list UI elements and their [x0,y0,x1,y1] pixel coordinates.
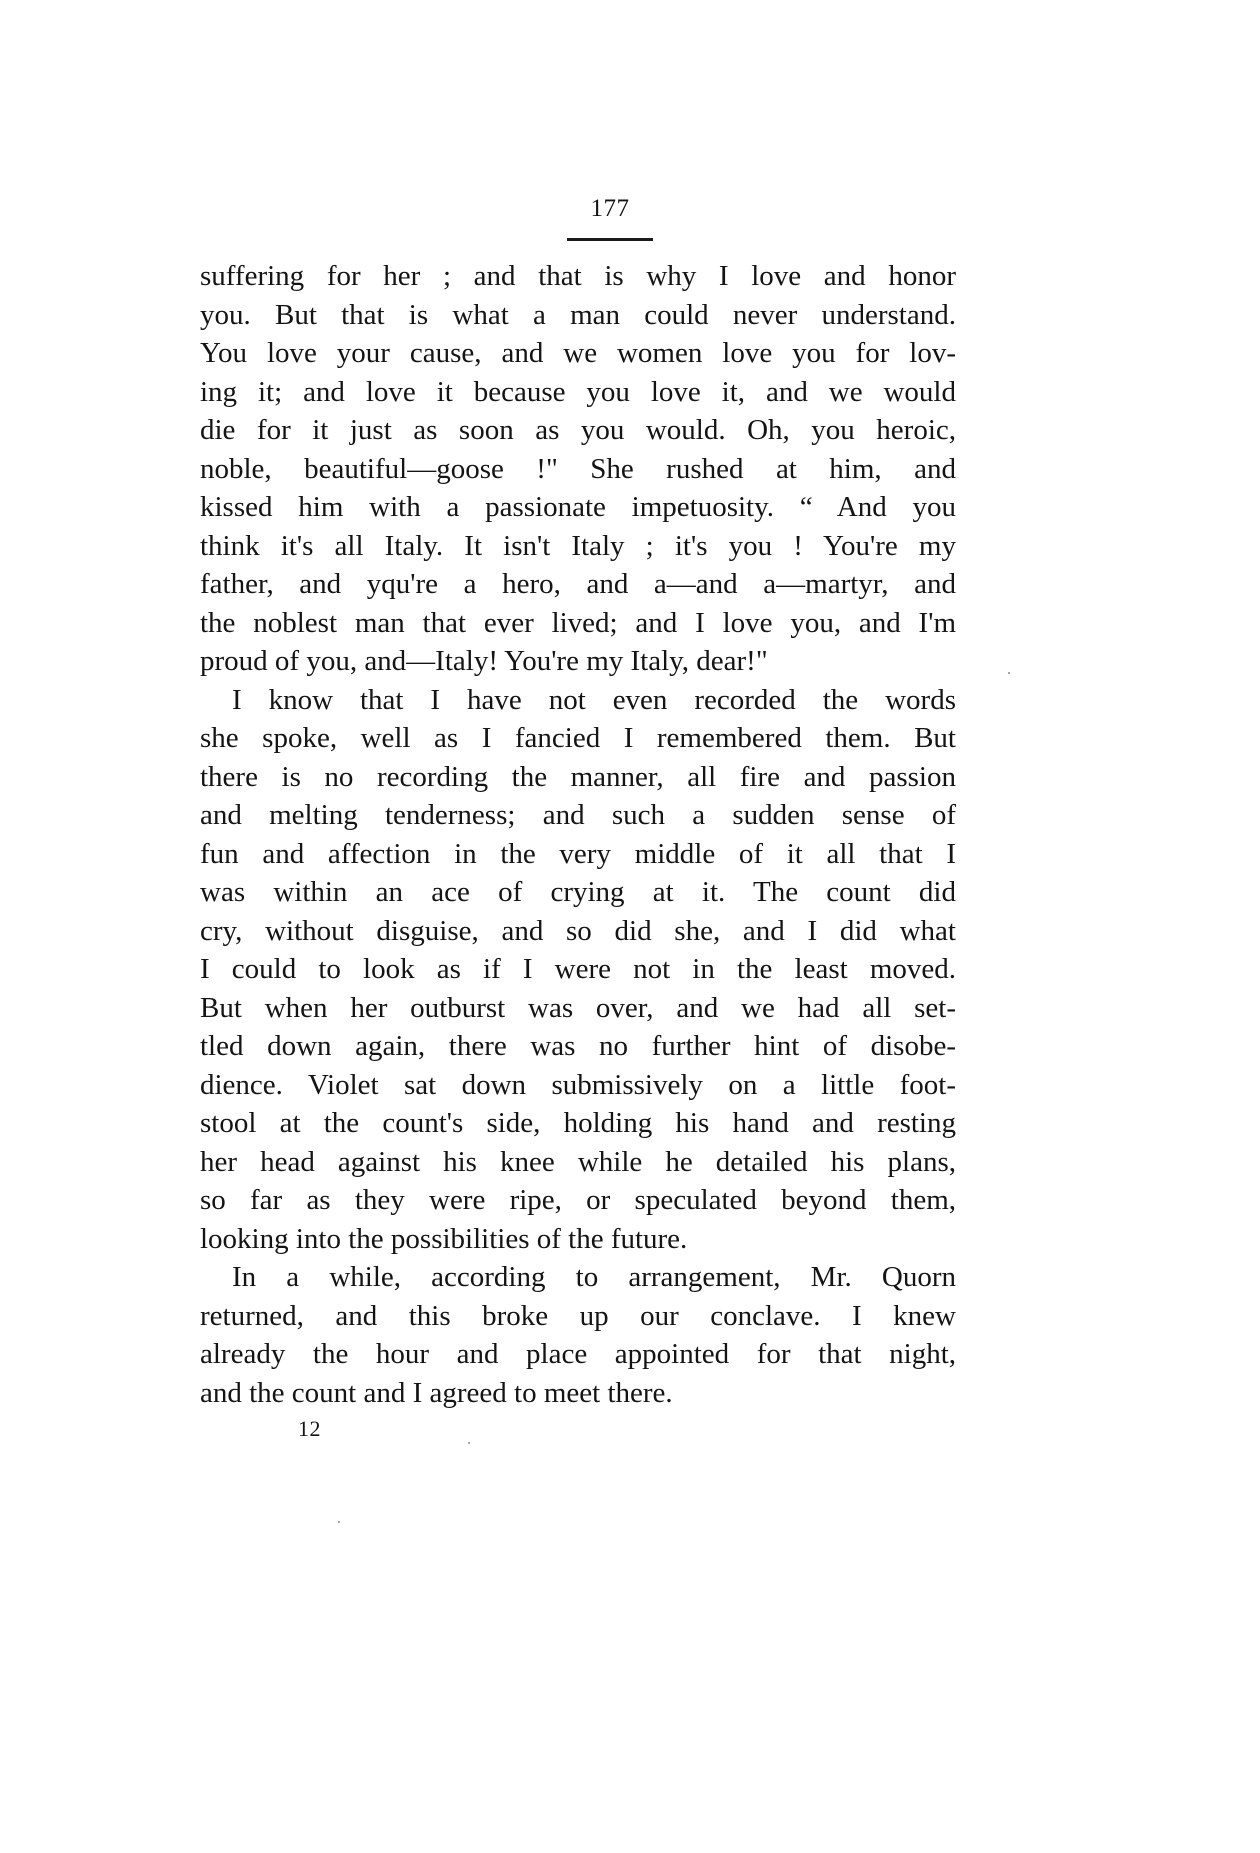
text-line: think it's all Italy. It isn't Italy ; it's you ! You're my [200,529,956,562]
text-line: there is no recording the manner, all fire and passion [200,760,956,793]
text-line: suffering for her ; and that is why I love and honor [200,260,956,292]
scan-speck [468,1442,470,1444]
text-line: noble, beautiful—goose !" She rushed at him, and [200,452,956,485]
text-line: you. But that is what a man could never understand. [200,298,956,331]
scan-speck [1008,672,1010,674]
text-line: her head against his knee while he detailed his plans, [200,1145,956,1178]
text-line: she spoke, well as I fancied I remembered them. But [200,722,956,754]
paragraph [200,1258,956,1412]
text-line: already the hour and place appointed for that night, [200,1338,956,1370]
text-line: cry, without disguise, and so did she, and I did what [200,914,956,947]
text-line: tled down again, there was no further hint of disobe- [200,1030,956,1062]
paragraph [200,257,956,681]
scan-speck [338,1521,340,1523]
text-line: so far as they were ripe, or speculated beyond them, [200,1184,956,1216]
signature-mark: 12 [298,1416,321,1441]
text-line: dience. Violet sat down submissively on a little foot- [200,1068,956,1101]
text-line: stool at the count's side, holding his hand and resting [200,1107,956,1139]
text-line: proud of you, and—Italy! You're my Italy, dear!" [200,645,768,677]
text-line: But when her outburst was over, and we had all set- [200,991,956,1024]
text-line: fun and affection in the very middle of it all that I [200,837,956,870]
text-line: looking into the possibilities of the future. [200,1222,688,1255]
text-line: ing it; and love it because you love it, and we would [200,375,956,408]
text-line: and the count and I agreed to meet there. [200,1376,673,1409]
text-line: and melting tenderness; and such a sudden sense of [200,799,956,831]
body-text [200,257,956,1412]
text-line: die for it just as soon as you would. Oh, you heroic, [200,414,956,446]
text-line: returned, and this broke up our conclave. I knew [200,1299,956,1332]
paragraph [200,681,956,1259]
text-line: the noblest man that ever lived; and I love you, and I'm [200,606,956,639]
header-rule [567,238,653,241]
text-line: father, and yqu're a hero, and a—and a—martyr, and [200,568,956,600]
text-line: I could to look as if I were not in the least moved. [200,953,956,985]
text-line: In a while, according to arrangement, Mr. Quorn [232,1261,956,1293]
text-line: was within an ace of crying at it. The count did [200,876,956,908]
page-number: 177 [590,195,630,222]
text-line: kissed him with a passionate impetuosity. “ And you [200,491,956,523]
text-line: I know that I have not even recorded the words [232,683,956,716]
text-line: You love your cause, and we women love you for lov- [200,337,956,369]
